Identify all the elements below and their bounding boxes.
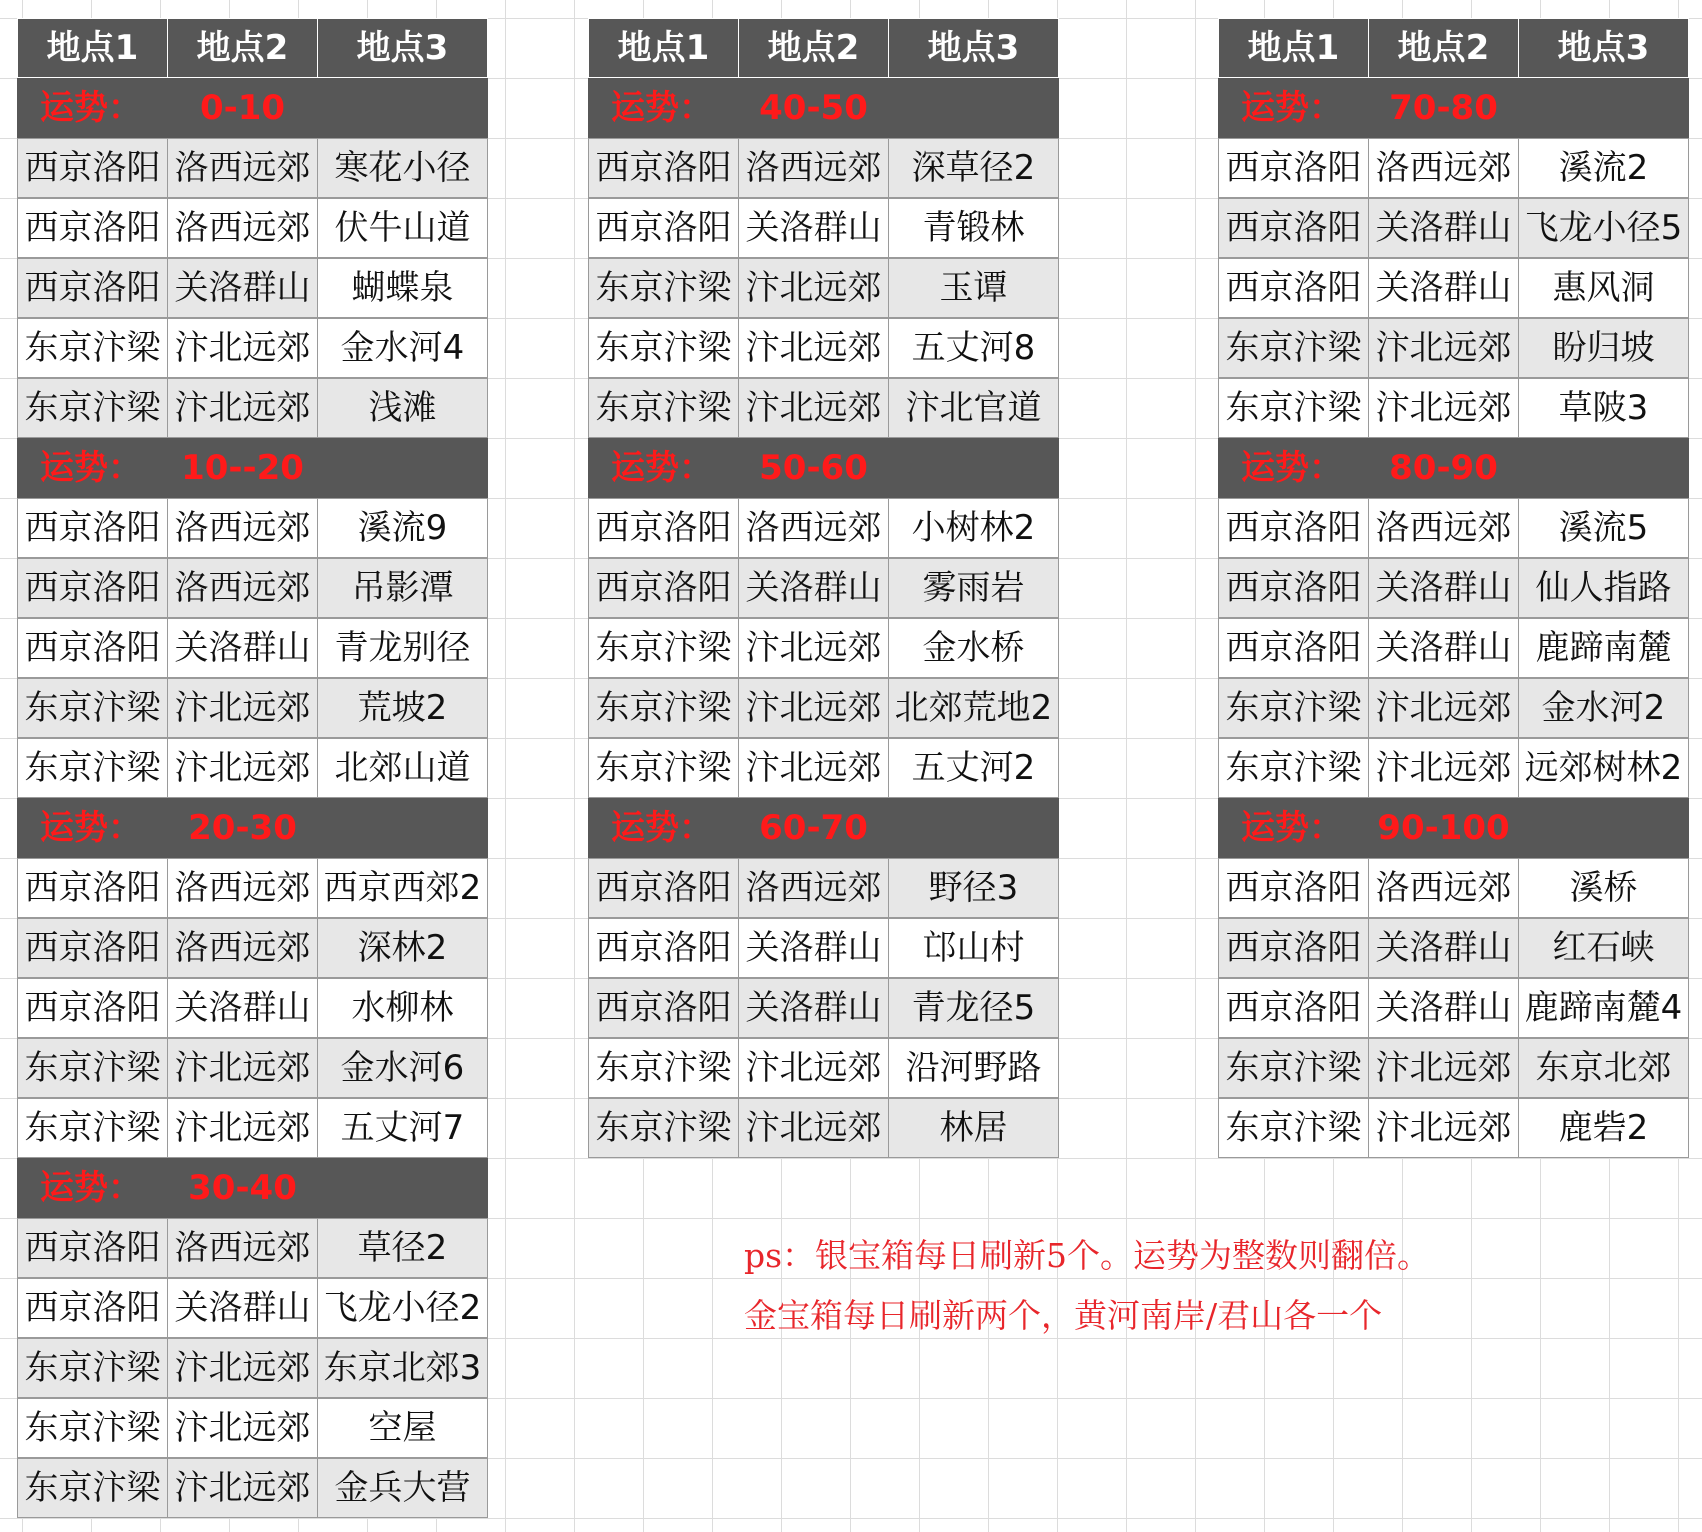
location3-cell: 汴北官道 [888,378,1059,438]
fortune-label: 运势： [1218,438,1369,498]
fortune-label: 运势： [17,438,168,498]
fortune-range-value: 90-100 [1368,798,1519,858]
location1-cell: 东京汴梁 [1218,378,1369,438]
fortune-label: 运势： [1218,78,1369,138]
table-row [1218,378,1688,438]
fortune-band-empty [1518,438,1689,498]
location1-cell: 东京汴梁 [17,318,168,378]
fortune-band-empty [317,438,488,498]
table-row [588,978,1058,1038]
location2-cell: 关洛群山 [1368,258,1519,318]
location3-cell: 惠风洞 [1518,258,1689,318]
fortune-label: 运势： [588,438,739,498]
location1-cell: 东京汴梁 [17,378,168,438]
fortune-range-value: 60-70 [738,798,889,858]
location1-cell: 西京洛阳 [1218,618,1369,678]
location3-cell: 远郊树林2 [1518,738,1689,798]
location2-cell: 汴北远郊 [1368,318,1519,378]
table-row [1218,618,1688,678]
location2-cell: 汴北远郊 [1368,738,1519,798]
location2-cell: 洛西远郊 [167,198,318,258]
table-row [17,918,487,978]
location2-cell: 汴北远郊 [738,318,889,378]
fortune-label: 运势： [1218,798,1369,858]
table-row [17,138,487,198]
location2-cell: 洛西远郊 [738,498,889,558]
location2-cell: 洛西远郊 [1368,138,1519,198]
fortune-range-value: 70-80 [1368,78,1519,138]
note-gold-chest: 金宝箱每日刷新两个，黄河南岸/君山各一个 [744,1296,1383,1335]
location1-cell: 西京洛阳 [17,198,168,258]
fortune-band-empty [888,438,1059,498]
location3-cell: 野径3 [888,858,1059,918]
location3-cell: 金水河4 [317,318,488,378]
location1-cell: 西京洛阳 [1218,858,1369,918]
location2-cell: 汴北远郊 [738,1038,889,1098]
location3-cell: 溪流2 [1518,138,1689,198]
table-row [588,498,1058,558]
location3-cell: 青龙别径 [317,618,488,678]
header-cell-1: 地点1 [588,18,739,78]
location3-cell: 沿河野路 [888,1038,1059,1098]
fortune-range-value: 20-30 [167,798,318,858]
table-row [17,678,487,738]
fortune-label: 运势： [17,798,168,858]
location1-cell: 东京汴梁 [17,738,168,798]
location3-cell: 伏牛山道 [317,198,488,258]
header-cell-3: 地点3 [888,18,1059,78]
location2-cell: 关洛群山 [167,258,318,318]
location3-cell: 浅滩 [317,378,488,438]
location3-cell: 荒坡2 [317,678,488,738]
fortune-band-empty [317,1158,488,1218]
location2-cell: 关洛群山 [1368,558,1519,618]
fortune-range-row [588,798,1058,858]
fortune-range-row [588,438,1058,498]
location2-cell: 关洛群山 [1368,618,1519,678]
location3-cell: 金水桥 [888,618,1059,678]
location3-cell: 金水河6 [317,1038,488,1098]
location2-cell: 洛西远郊 [738,138,889,198]
location1-cell: 东京汴梁 [588,1098,739,1158]
location2-cell: 关洛群山 [167,1278,318,1338]
location3-cell: 飞龙小径5 [1518,198,1689,258]
location1-cell: 东京汴梁 [588,678,739,738]
note-silver-chest: ps：银宝箱每日刷新5个。运势为整数则翻倍。 [744,1236,1431,1275]
location2-cell: 洛西远郊 [167,1218,318,1278]
table-row [17,1278,487,1338]
location3-cell: 蝴蝶泉 [317,258,488,318]
header-row [588,18,1058,78]
location3-cell: 鹿蹄南麓 [1518,618,1689,678]
table-row [1218,198,1688,258]
header-cell-1: 地点1 [17,18,168,78]
table-row [1218,258,1688,318]
location1-cell: 东京汴梁 [1218,678,1369,738]
location1-cell: 东京汴梁 [17,1338,168,1398]
location2-cell: 洛西远郊 [167,918,318,978]
fortune-label: 运势： [588,798,739,858]
table-block-right [1218,18,1688,1158]
location3-cell: 草径2 [317,1218,488,1278]
fortune-range-value: 0-10 [167,78,318,138]
fortune-range-value: 10--20 [167,438,318,498]
location2-cell: 汴北远郊 [738,378,889,438]
location1-cell: 西京洛阳 [17,618,168,678]
table-row [17,1038,487,1098]
location2-cell: 汴北远郊 [167,738,318,798]
location3-cell: 水柳林 [317,978,488,1038]
location2-cell: 汴北远郊 [738,678,889,738]
location2-cell: 洛西远郊 [167,858,318,918]
location1-cell: 西京洛阳 [17,138,168,198]
fortune-label: 运势： [17,78,168,138]
table-row [588,1038,1058,1098]
fortune-label: 运势： [17,1158,168,1218]
location3-cell: 深草径2 [888,138,1059,198]
table-row [17,558,487,618]
location1-cell: 西京洛阳 [1218,198,1369,258]
table-row [1218,138,1688,198]
table-row [17,858,487,918]
table-row [1218,558,1688,618]
table-row [17,258,487,318]
location3-cell: 玉谭 [888,258,1059,318]
location2-cell: 汴北远郊 [167,1338,318,1398]
location3-cell: 金兵大营 [317,1458,488,1518]
location2-cell: 汴北远郊 [167,1458,318,1518]
location2-cell: 洛西远郊 [738,858,889,918]
location3-cell: 青锻林 [888,198,1059,258]
location2-cell: 汴北远郊 [167,378,318,438]
location1-cell: 东京汴梁 [588,738,739,798]
location2-cell: 汴北远郊 [1368,678,1519,738]
location2-cell: 汴北远郊 [1368,1098,1519,1158]
location1-cell: 东京汴梁 [588,618,739,678]
location1-cell: 西京洛阳 [588,918,739,978]
location1-cell: 西京洛阳 [17,498,168,558]
fortune-range-value: 40-50 [738,78,889,138]
location3-cell: 飞龙小径2 [317,1278,488,1338]
table-row [588,318,1058,378]
table-row [1218,918,1688,978]
location1-cell: 西京洛阳 [17,918,168,978]
location3-cell: 溪桥 [1518,858,1689,918]
location1-cell: 西京洛阳 [1218,558,1369,618]
fortune-range-value: 30-40 [167,1158,318,1218]
location1-cell: 西京洛阳 [17,1278,168,1338]
location2-cell: 汴北远郊 [738,738,889,798]
table-row [588,138,1058,198]
fortune-band-empty [317,78,488,138]
location3-cell: 盼归坡 [1518,318,1689,378]
location2-cell: 汴北远郊 [167,1398,318,1458]
location1-cell: 西京洛阳 [1218,498,1369,558]
location2-cell: 关洛群山 [738,918,889,978]
location1-cell: 西京洛阳 [588,498,739,558]
table-row [17,198,487,258]
table-row [588,618,1058,678]
location2-cell: 关洛群山 [167,978,318,1038]
fortune-range-row [1218,78,1688,138]
table-row [17,498,487,558]
table-row [1218,318,1688,378]
location2-cell: 洛西远郊 [167,558,318,618]
location3-cell: 小树林2 [888,498,1059,558]
table-row [588,258,1058,318]
location1-cell: 西京洛阳 [17,258,168,318]
location1-cell: 东京汴梁 [17,1098,168,1158]
location3-cell: 仙人指路 [1518,558,1689,618]
fortune-label: 运势： [588,78,739,138]
location1-cell: 西京洛阳 [588,138,739,198]
location3-cell: 吊影潭 [317,558,488,618]
fortune-band-empty [317,798,488,858]
header-cell-2: 地点2 [738,18,889,78]
fortune-band-empty [888,78,1059,138]
fortune-range-row [17,798,487,858]
location1-cell: 西京洛阳 [1218,978,1369,1038]
table-row [1218,858,1688,918]
location3-cell: 五丈河7 [317,1098,488,1158]
fortune-range-row [1218,798,1688,858]
location2-cell: 汴北远郊 [738,1098,889,1158]
table-row [588,1098,1058,1158]
fortune-range-value: 80-90 [1368,438,1519,498]
location3-cell: 溪流9 [317,498,488,558]
table-block-middle [588,18,1058,1158]
location1-cell: 西京洛阳 [1218,918,1369,978]
table-row [17,318,487,378]
location3-cell: 东京北郊 [1518,1038,1689,1098]
location2-cell: 汴北远郊 [738,258,889,318]
table-row [1218,1098,1688,1158]
table-row [588,558,1058,618]
location1-cell: 西京洛阳 [17,558,168,618]
location1-cell: 东京汴梁 [1218,738,1369,798]
table-row [17,1218,487,1278]
location3-cell: 鹿蹄南麓4 [1518,978,1689,1038]
location2-cell: 汴北远郊 [167,318,318,378]
location1-cell: 东京汴梁 [588,318,739,378]
location2-cell: 关洛群山 [1368,978,1519,1038]
fortune-range-row [17,78,487,138]
fortune-range-row [588,78,1058,138]
location1-cell: 东京汴梁 [588,1038,739,1098]
location2-cell: 关洛群山 [1368,918,1519,978]
table-row [1218,498,1688,558]
location2-cell: 汴北远郊 [167,1038,318,1098]
header-cell-2: 地点2 [167,18,318,78]
location3-cell: 青龙径5 [888,978,1059,1038]
header-row [17,18,487,78]
location3-cell: 寒花小径 [317,138,488,198]
location1-cell: 西京洛阳 [588,558,739,618]
location3-cell: 北郊荒地2 [888,678,1059,738]
location1-cell: 西京洛阳 [1218,258,1369,318]
location3-cell: 鹿砦2 [1518,1098,1689,1158]
location3-cell: 五丈河2 [888,738,1059,798]
table-row [1218,678,1688,738]
location3-cell: 西京西郊2 [317,858,488,918]
location1-cell: 西京洛阳 [1218,138,1369,198]
location1-cell: 西京洛阳 [17,1218,168,1278]
location3-cell: 空屋 [317,1398,488,1458]
location2-cell: 关洛群山 [1368,198,1519,258]
location2-cell: 洛西远郊 [1368,498,1519,558]
location1-cell: 东京汴梁 [588,378,739,438]
table-row [17,738,487,798]
location1-cell: 西京洛阳 [588,978,739,1038]
location3-cell: 红石峡 [1518,918,1689,978]
table-row [17,618,487,678]
location3-cell: 邙山村 [888,918,1059,978]
table-row [1218,1038,1688,1098]
location1-cell: 东京汴梁 [17,1398,168,1458]
location2-cell: 洛西远郊 [1368,858,1519,918]
location2-cell: 关洛群山 [738,558,889,618]
header-cell-2: 地点2 [1368,18,1519,78]
location3-cell: 金水河2 [1518,678,1689,738]
header-cell-3: 地点3 [317,18,488,78]
table-row [17,978,487,1038]
location1-cell: 西京洛阳 [588,198,739,258]
location2-cell: 汴北远郊 [167,1098,318,1158]
location1-cell: 东京汴梁 [588,258,739,318]
location1-cell: 东京汴梁 [1218,1038,1369,1098]
fortune-range-row [17,438,487,498]
header-row [1218,18,1688,78]
location1-cell: 东京汴梁 [17,1458,168,1518]
fortune-range-row [17,1158,487,1218]
location3-cell: 北郊山道 [317,738,488,798]
location1-cell: 西京洛阳 [17,978,168,1038]
location3-cell: 草陂3 [1518,378,1689,438]
table-row [1218,978,1688,1038]
location2-cell: 汴北远郊 [167,678,318,738]
table-row [17,1398,487,1458]
location1-cell: 东京汴梁 [17,678,168,738]
location1-cell: 西京洛阳 [588,858,739,918]
location3-cell: 溪流5 [1518,498,1689,558]
table-row [17,378,487,438]
location2-cell: 关洛群山 [738,198,889,258]
table-row [17,1338,487,1398]
location1-cell: 东京汴梁 [1218,1098,1369,1158]
fortune-band-empty [1518,798,1689,858]
location1-cell: 东京汴梁 [1218,318,1369,378]
location2-cell: 关洛群山 [167,618,318,678]
table-row [17,1458,487,1518]
location2-cell: 汴北远郊 [1368,378,1519,438]
location3-cell: 深林2 [317,918,488,978]
header-cell-1: 地点1 [1218,18,1369,78]
table-row [588,918,1058,978]
location3-cell: 林居 [888,1098,1059,1158]
table-row [1218,738,1688,798]
location2-cell: 洛西远郊 [167,138,318,198]
location2-cell: 关洛群山 [738,978,889,1038]
table-row [588,198,1058,258]
table-row [588,378,1058,438]
table-row [17,1098,487,1158]
location2-cell: 汴北远郊 [1368,1038,1519,1098]
table-row [588,858,1058,918]
fortune-range-value: 50-60 [738,438,889,498]
table-row [588,678,1058,738]
location3-cell: 东京北郊3 [317,1338,488,1398]
location1-cell: 西京洛阳 [17,858,168,918]
table-block-left [17,18,487,1518]
location2-cell: 汴北远郊 [738,618,889,678]
fortune-band-empty [1518,78,1689,138]
location2-cell: 洛西远郊 [167,498,318,558]
location1-cell: 东京汴梁 [17,1038,168,1098]
location3-cell: 雾雨岩 [888,558,1059,618]
fortune-band-empty [888,798,1059,858]
fortune-range-row [1218,438,1688,498]
header-cell-3: 地点3 [1518,18,1689,78]
location3-cell: 五丈河8 [888,318,1059,378]
table-row [588,738,1058,798]
